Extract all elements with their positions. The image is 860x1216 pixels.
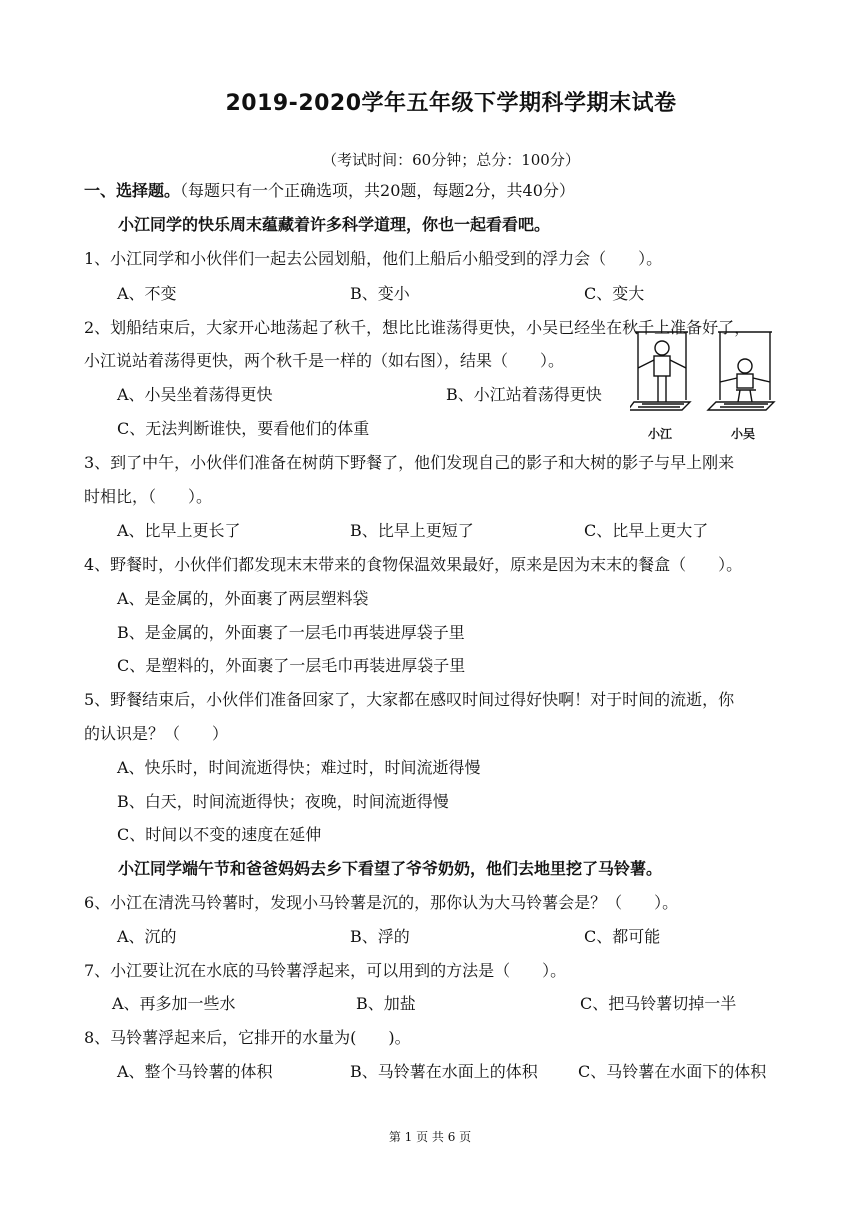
question-2-line-2: 小江说站着荡得更快，两个秋千是一样的（如右图），结果（ ）。 (84, 351, 565, 370)
q8-option-c: C、马铃薯在水面下的体积 (578, 1062, 767, 1081)
question-5-line-1: 5、野餐结束后，小伙伴们准备回家了，大家都在感叹时间过得好快啊！对于时间的流逝，你 (84, 690, 735, 709)
page-title: 2019-2020学年五年级下学期科学期末试卷 (225, 91, 677, 116)
figure-caption-right: 小吴 (731, 427, 756, 441)
q1-option-b: B、变小 (350, 284, 410, 303)
question-3-line-1: 3、到了中午，小伙伴们准备在树荫下野餐了，他们发现自己的影子和大树的影子与早上刚来 (84, 453, 735, 472)
q5-option-c: C、时间以不变的速度在延伸 (117, 825, 322, 844)
question-5-line-2: 的认识是？（ ） (84, 724, 229, 743)
q3-option-c: C、比早上更大了 (584, 521, 709, 540)
section-note: （每题只有一个正确选项，共20题，每题2分，共40分） (180, 181, 575, 200)
q7-option-c: C、把马铃薯切掉一半 (580, 994, 737, 1013)
q3-option-b: B、比早上更短了 (350, 521, 474, 540)
page-footer: 第 1 页 共 6 页 (388, 1130, 472, 1144)
question-2-line-1: 2、划船结束后，大家开心地荡起了秋千，想比比谁荡得更快，小吴已经坐在秋千上准备好了， (84, 318, 751, 337)
q4-option-c: C、是塑料的，外面裹了一层毛巾再装进厚袋子里 (117, 656, 466, 675)
q2-option-c: C、无法判断谁快，要看他们的体重 (117, 419, 370, 438)
section-intro-2: 小江同学端午节和爸爸妈妈去乡下看望了爷爷奶奶，他们去地里挖了马铃薯。 (118, 859, 663, 878)
q1-option-c: C、变大 (584, 284, 645, 303)
q3-option-a: A、比早上更长了 (117, 521, 241, 540)
q4-option-b: B、是金属的，外面裹了一层毛巾再装进厚袋子里 (117, 623, 465, 642)
q5-option-a: A、快乐时，时间流逝得快；难过时，时间流逝得慢 (117, 758, 481, 777)
question-7: 7、小江要让沉在水底的马铃薯浮起来，可以用到的方法是（ ）。 (84, 961, 567, 980)
q8-option-a: A、整个马铃薯的体积 (117, 1062, 273, 1081)
section-heading-row (84, 180, 575, 202)
q1-option-a: A、不变 (117, 284, 177, 303)
question-6: 6、小江在清洗马铃薯时，发现小马铃薯是沉的，那你认为大马铃薯会是？（ ）。 (84, 893, 679, 912)
q7-option-b: B、加盐 (356, 994, 416, 1013)
q2-option-b: B、小江站着荡得更快 (446, 385, 602, 404)
figure-caption-left: 小江 (648, 427, 673, 441)
q7-option-a: A、再多加一些水 (112, 994, 236, 1013)
q4-option-a: A、是金属的，外面裹了两层塑料袋 (117, 589, 369, 608)
section-intro-1: 小江同学的快乐周末蕴藏着许多科学道理，你也一起看看吧。 (118, 215, 551, 234)
q2-option-a: A、小吴坐着荡得更快 (117, 385, 273, 404)
question-1: 1、小江同学和小伙伴们一起去公园划船，他们上船后小船受到的浮力会（ ）。 (84, 249, 663, 268)
question-3-line-2: 时相比，（ ）。 (84, 487, 213, 506)
q5-option-b: B、白天，时间流逝得快；夜晚，时间流逝得慢 (117, 792, 449, 811)
q6-option-a: A、沉的 (117, 927, 177, 946)
q6-option-c: C、都可能 (584, 927, 661, 946)
q8-option-b: B、马铃薯在水面上的体积 (350, 1062, 538, 1081)
q6-option-b: B、浮的 (350, 927, 410, 946)
exam-info: （考试时间：60分钟；总分：100分） (322, 151, 580, 169)
section-heading: 一、选择题。 (84, 181, 181, 200)
question-4: 4、野餐时，小伙伴们都发现末末带来的食物保温效果最好，原来是因为末末的餐盒（ ）。 (84, 555, 743, 574)
question-8: 8、马铃薯浮起来后，它排开的水量为( )。 (84, 1028, 411, 1047)
